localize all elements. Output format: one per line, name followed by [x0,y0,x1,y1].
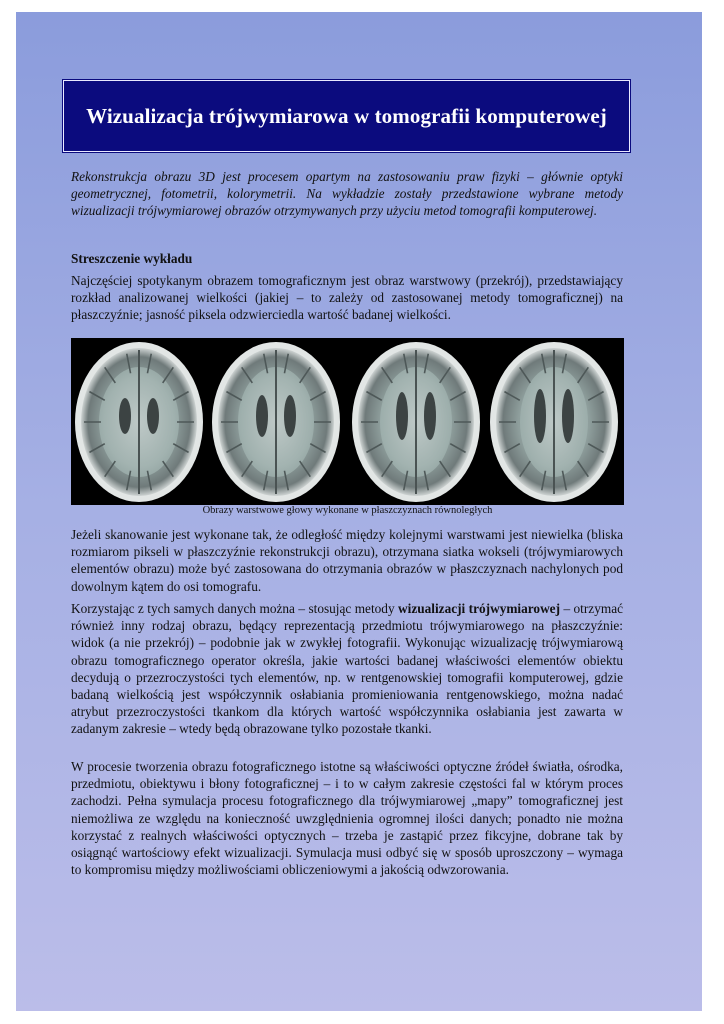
paragraph-3-start: Korzystając z tych samych danych można – stosując metody [71,601,399,616]
intro-paragraph: Rekonstrukcja obrazu 3D jest procesem opartym na zastosowaniu praw fizyki – głównie optyki geometrycznej, fotometrii, kolorymetrii. Na wykładzie zostały przedstawione wybrane metody wizualizacji trójwymiarowej obrazów otrzymywanych przy użyciu metod tomografii komputerowej. [71,169,623,219]
figure-caption: Obrazy warstwowe głowy wykonane w płaszczyznach równoległych [202,505,493,516]
title-banner [63,80,630,152]
paragraph-3-end: – otrzymać również inny rodzaj obrazu, będący reprezentacją przedmiotu trójwymiarowego na płaszczyźnie: widok (a nie przekrój) – podobnie jak w zwykłej fotografii. Wykonując wizualizację trójwymiarową obrazu tomograficznego operator określa, jakie wartości badanej właściwości elementów obiektu decydują o przezroczystości tych elementów, np. w rentgenowskiej tomografii komputerowej, gdzie badaną wielkością jest współczynnik osłabiania promieniowania rentgenowskiego, można nadać atrybut przezroczystości tkankom dla których wartość współczynnika osłabiania jest zawarta w zadanym zakresie – wtedy będą obrazowane tylko pozostałe tkanki. [71,601,624,737]
brain-slice-1 [75,342,203,502]
brain-slice-3 [352,342,480,502]
brain-slices-image [71,338,624,505]
page-title: Wizualizacja trójwymiarowa w tomografii komputerowej [86,103,607,128]
paragraph-3-bold-term: wizualizacji trójwymiarowej [398,601,561,616]
paragraph-3 [71,600,623,738]
paragraph-1: Najczęściej spotykanym obrazem tomograficznym jest obraz warstwowy (przekrój), przedstawiający rozkład analizowanej wielkości (jakiej – to zależy od zastosowanej metody tomograficznej) na płaszczyźnie; jasność piksela odzwierciedla wartość badanej wielkości. [71,273,623,323]
paragraph-4: W procesie tworzenia obrazu fotograficznego istotne są właściwości optyczne źródeł światła, ośrodka, przedmiotu, obiektywu i błony fotograficznej – i to w całym zakresie częstości fal w którym proces zachodzi. Pełna symulacja procesu fotograficznego dla trójwymiarowej „mapy” tomograficznej jest niemożliwa ze względu na konieczność uwzględnienia ogromnej ilości danych; ponadto nie można korzystać z realnych właściwości optycznych – trzeba je zastąpić przez fikcyjne, dobrane tak by osiągnąć wartościowy efekt wizualizacji. Symulacja musi odbyć się w sposób uproszczony – wymaga to kompromisu między możliwościami obliczeniowymi a jakością odwzorowania. [71,759,623,878]
brain-slice-4 [490,342,618,502]
brain-slice-2 [212,342,340,502]
section-heading: Streszczenie wykładu [71,251,193,266]
brain-slices-figure [71,338,624,505]
paragraph-2: Jeżeli skanowanie jest wykonane tak, że odległość między kolejnymi warstwami jest niewielka (bliska rozmiarom pikseli w płaszczyźnie rekonstrukcji obrazu), otrzymana siatka wokseli (trójwymiarowych elementów obrazu) może być zastosowana do otrzymania obrazów w płaszczyznach nachylonych pod dowolnym kątem do osi tomografu. [71,527,623,594]
